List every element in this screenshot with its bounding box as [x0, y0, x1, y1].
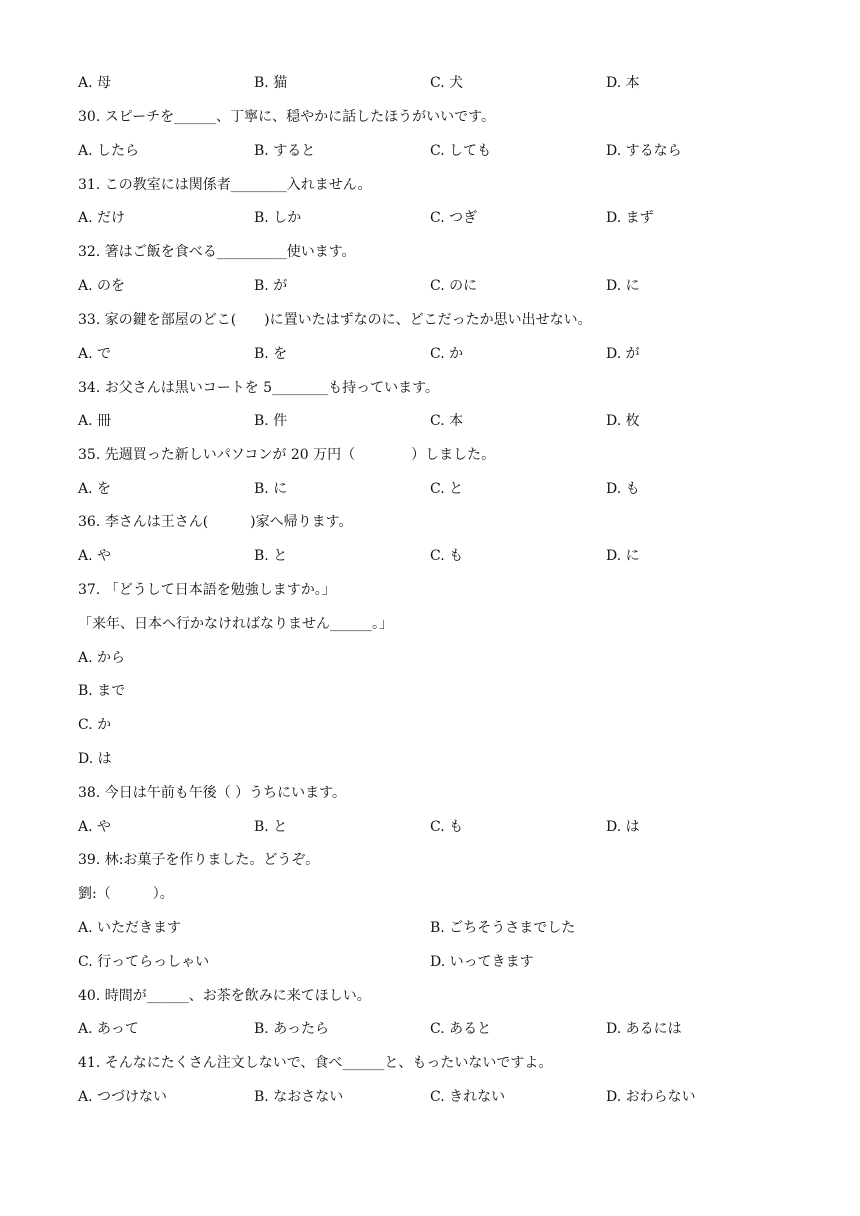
option-b[interactable]: B. 猫 [254, 75, 288, 91]
question-stem: 40. 時間が______、お茶を飲みに来てほしい。 [78, 988, 371, 1004]
option-a[interactable]: A. いただきます [78, 920, 182, 936]
option-a[interactable]: A. や [78, 548, 112, 564]
option-d[interactable]: D. するなら [606, 143, 682, 159]
question-stem: 39. 林:お菓子を作りました。どうぞ。 [78, 852, 320, 868]
option-b[interactable]: B. 件 [254, 413, 288, 429]
option-d[interactable]: D. いってきます [430, 954, 534, 970]
option-a[interactable]: A. だけ [78, 210, 126, 226]
option-a[interactable]: A. あって [78, 1021, 139, 1037]
option-d[interactable]: D. に [606, 278, 640, 294]
option-c[interactable]: C. も [430, 819, 464, 835]
option-d[interactable]: D. が [606, 346, 640, 362]
option-c[interactable]: C. と [430, 481, 464, 497]
option-b[interactable]: B. に [254, 481, 288, 497]
option-d[interactable]: D. 本 [606, 75, 640, 91]
option-b[interactable]: B. ごちそうさまでした [430, 920, 576, 936]
option-c[interactable]: C. きれない [430, 1089, 506, 1105]
option-c[interactable]: C. 本 [430, 413, 464, 429]
option-c[interactable]: C. も [430, 548, 464, 564]
option-d[interactable]: D. は [606, 819, 640, 835]
option-b[interactable]: B. まで [78, 683, 126, 699]
option-c[interactable]: C. つぎ [430, 210, 478, 226]
option-d[interactable]: D. あるには [606, 1021, 682, 1037]
question-stem: 34. お父さんは黒いコートを 5________も持っています。 [78, 380, 439, 396]
option-c[interactable]: C. か [430, 346, 464, 362]
question-stem: 38. 今日は午前も午後（ ）うちにいます。 [78, 785, 347, 801]
option-c[interactable]: C. のに [430, 278, 478, 294]
option-d[interactable]: D. は [78, 751, 112, 767]
question-stem: 37. 「どうして日本語を勉強しますか。」 [78, 582, 336, 598]
option-d[interactable]: D. に [606, 548, 640, 564]
option-d[interactable]: D. 枚 [606, 413, 640, 429]
option-b[interactable]: B. あったら [254, 1021, 330, 1037]
option-b[interactable]: B. を [254, 346, 288, 362]
option-d[interactable]: D. まず [606, 210, 654, 226]
question-stem: 41. そんなにたくさん注文しないで、食べ______と、もったいないですよ。 [78, 1055, 553, 1071]
option-a[interactable]: A. や [78, 819, 112, 835]
question-stem: 30. スピーチを______、丁寧に、穏やかに話したほうがいいです。 [78, 109, 496, 125]
option-a[interactable]: A. 母 [78, 75, 112, 91]
option-a[interactable]: A. のを [78, 278, 126, 294]
option-b[interactable]: B. なおさない [254, 1089, 344, 1105]
option-b[interactable]: B. と [254, 548, 288, 564]
question-stem: 31. この教室には関係者________入れません。 [78, 177, 372, 193]
option-c[interactable]: C. か [78, 717, 112, 733]
question-stem: 32. 箸はご飯を食べる__________使います。 [78, 244, 356, 260]
option-c[interactable]: C. あると [430, 1021, 492, 1037]
question-stem-reply: 「来年、日本へ行かなければなりません______。」 [78, 616, 393, 632]
option-b[interactable]: B. と [254, 819, 288, 835]
option-a[interactable]: A. から [78, 650, 126, 666]
question-stem: 35. 先週買った新しいパソコンが 20 万円（ ）しました。 [78, 447, 496, 463]
question-stem-reply: 劉:（ ）。 [78, 886, 174, 902]
option-b[interactable]: B. しか [254, 210, 302, 226]
question-stem: 33. 家の鍵を部屋のどこ( )に置いたはずなのに、どこだったか思い出せない。 [78, 312, 592, 328]
option-d[interactable]: D. も [606, 481, 640, 497]
option-d[interactable]: D. おわらない [606, 1089, 696, 1105]
option-b[interactable]: B. すると [254, 143, 316, 159]
option-a[interactable]: A. したら [78, 143, 140, 159]
option-a[interactable]: A. で [78, 346, 112, 362]
option-c[interactable]: C. 犬 [430, 75, 464, 91]
option-c[interactable]: C. 行ってらっしゃい [78, 954, 210, 970]
option-a[interactable]: A. を [78, 481, 112, 497]
question-stem: 36. 李さんは王さん( )家へ帰ります。 [78, 514, 353, 530]
option-b[interactable]: B. が [254, 278, 288, 294]
option-a[interactable]: A. 冊 [78, 413, 112, 429]
option-c[interactable]: C. しても [430, 143, 492, 159]
option-a[interactable]: A. つづけない [78, 1089, 168, 1105]
